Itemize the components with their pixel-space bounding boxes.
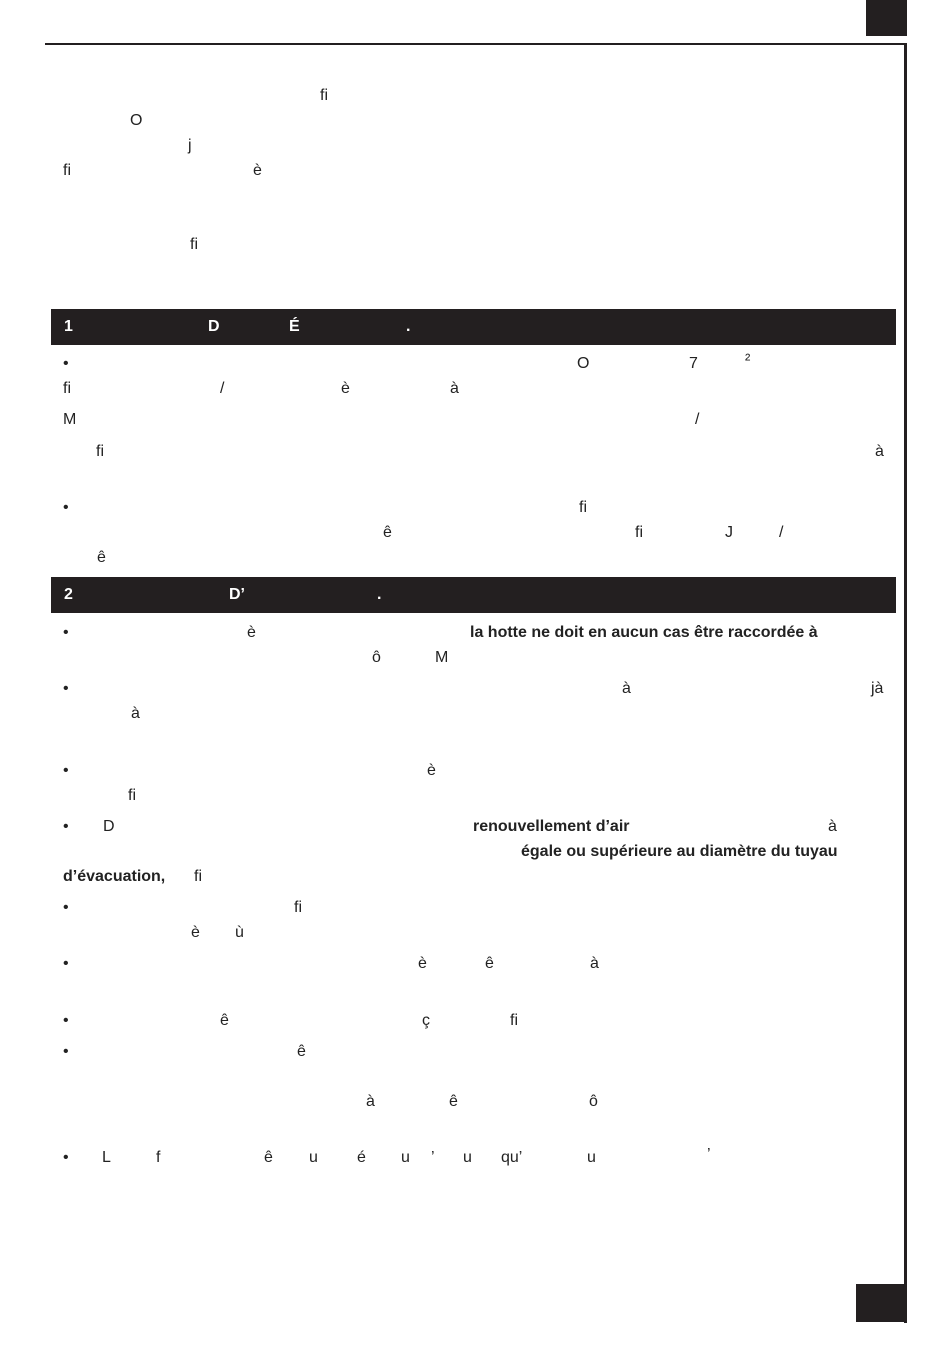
- body-text: ê: [220, 1012, 229, 1029]
- section-title-text: D’: [229, 586, 245, 603]
- section-1-header: [51, 309, 896, 345]
- intro-text: j: [188, 137, 192, 154]
- bullet-mark: •: [63, 762, 69, 779]
- body-text: ô: [589, 1093, 598, 1110]
- body-text: à: [131, 705, 140, 722]
- intro-text: fi: [63, 162, 71, 179]
- body-text: è: [247, 624, 256, 641]
- bullet-mark: •: [63, 955, 69, 972]
- body-text: ²: [745, 352, 751, 369]
- body-text: à: [875, 443, 884, 460]
- bold-text: renouvellement d’air: [473, 818, 630, 835]
- header-corner-block: [866, 0, 907, 36]
- bullet-mark: •: [63, 1012, 69, 1029]
- body-text: fi: [128, 787, 136, 804]
- body-text: è: [341, 380, 350, 397]
- body-text: à: [828, 818, 837, 835]
- section-title-text: .: [406, 318, 411, 335]
- body-text: à: [450, 380, 459, 397]
- body-text: jà: [871, 680, 884, 697]
- body-text: fi: [96, 443, 104, 460]
- body-text: J: [725, 524, 733, 541]
- bullet-mark: •: [63, 355, 69, 372]
- page-number-block: [856, 1284, 907, 1322]
- body-text: L: [102, 1149, 111, 1166]
- body-text: ç: [422, 1012, 430, 1029]
- body-text: à: [622, 680, 631, 697]
- bullet-mark: •: [63, 1149, 69, 1166]
- intro-text: è: [253, 162, 262, 179]
- bullet-mark: •: [63, 624, 69, 641]
- bullet-mark: •: [63, 1043, 69, 1060]
- body-text: ’: [707, 1146, 711, 1163]
- body-text: ê: [264, 1149, 273, 1166]
- bold-text: d’évacuation,: [63, 868, 166, 885]
- body-text: M: [63, 411, 77, 428]
- body-text: /: [779, 524, 784, 541]
- body-text: à: [366, 1093, 375, 1110]
- body-text: u: [587, 1149, 596, 1166]
- bullet-mark: •: [63, 899, 69, 916]
- bullet-mark: •: [63, 680, 69, 697]
- body-text: ’: [431, 1149, 435, 1166]
- body-text: fi: [510, 1012, 518, 1029]
- body-text: u: [401, 1149, 410, 1166]
- body-text: ô: [372, 649, 381, 666]
- right-margin-rule: [904, 43, 907, 1323]
- section-title-text: D: [208, 318, 220, 335]
- body-text: è: [427, 762, 436, 779]
- body-text: fi: [579, 499, 587, 516]
- intro-text: fi: [320, 87, 328, 104]
- body-text: u: [463, 1149, 472, 1166]
- body-text: u: [309, 1149, 318, 1166]
- body-text: /: [220, 380, 225, 397]
- body-text: f: [156, 1149, 161, 1166]
- bullet-mark: •: [63, 499, 69, 516]
- body-text: ê: [383, 524, 392, 541]
- intro-text: O: [130, 112, 143, 129]
- section-number: 1: [64, 318, 73, 335]
- body-text: è: [418, 955, 427, 972]
- body-text: ù: [235, 924, 244, 941]
- body-text: /: [695, 411, 700, 428]
- body-text: ê: [449, 1093, 458, 1110]
- section-2-header: [51, 577, 896, 613]
- body-text: O: [577, 355, 590, 372]
- body-text: qu’: [501, 1149, 523, 1166]
- body-text: ê: [485, 955, 494, 972]
- bullet-mark: •: [63, 818, 69, 835]
- body-text: é: [357, 1149, 366, 1166]
- body-text: 7: [689, 355, 698, 372]
- section-title-text: .: [377, 586, 382, 603]
- body-text: ê: [297, 1043, 306, 1060]
- bold-text: la hotte ne doit en aucun cas être raccordée à: [470, 624, 818, 641]
- body-text: à: [590, 955, 599, 972]
- top-rule: [45, 43, 907, 45]
- body-text: fi: [63, 380, 71, 397]
- body-text: è: [191, 924, 200, 941]
- body-text: fi: [294, 899, 302, 916]
- body-text: ê: [97, 549, 106, 566]
- bold-text: égale ou supérieure au diamètre du tuyau: [521, 843, 838, 860]
- body-text: M: [435, 649, 449, 666]
- section-number: 2: [64, 586, 73, 603]
- intro-text: fi: [190, 236, 198, 253]
- body-text: D: [103, 818, 115, 835]
- body-text: fi: [635, 524, 643, 541]
- body-text: fi: [194, 868, 202, 885]
- section-title-text: É: [289, 318, 300, 335]
